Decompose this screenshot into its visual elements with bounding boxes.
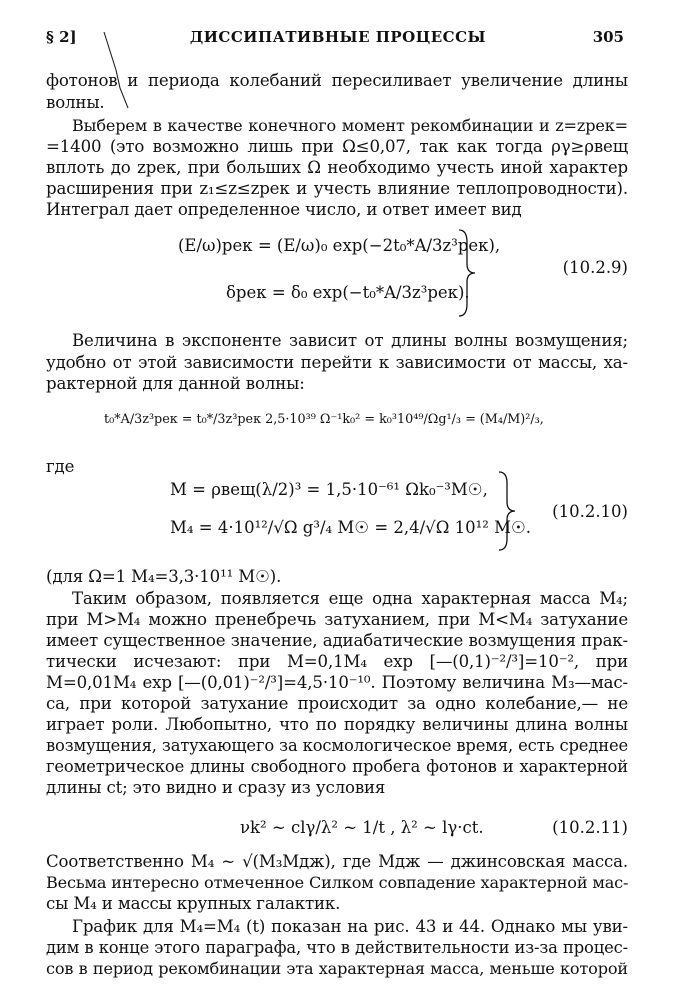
equation-line: M₄ = 4·10¹²/√Ω g³/₄ M☉ = 2,4/√Ω 10¹² M☉. (170, 518, 532, 537)
text-line: имеет существенное значение, адиабатические возмущения прак- (46, 631, 628, 650)
equation-line: (E/ω)рек = (E/ω)₀ exp(−2t₀*A/3z³рек), (178, 236, 501, 255)
text-line: играет роли. Любопытно, что по порядку величины длина волны (46, 715, 628, 734)
text-line: удобно от этой зависимости перейти к зависимости от массы, ха- (46, 353, 628, 372)
text-line: тически исчезают: при M=0,1M₄ exp [—(0,1)⁻²/³]=10⁻², при (46, 652, 628, 671)
text-line: длины ct; это видно и сразу из условия (46, 778, 386, 797)
text-line: Таким образом, появляется еще одна характерная масса M₄; (72, 589, 628, 608)
page-number: 305 (592, 28, 624, 46)
equation-line: M = ρвещ(λ/2)³ = 1,5·10⁻⁶¹ Ωk₀⁻³M☉, (170, 480, 488, 499)
text-line: сы M₄ и массы крупных галактик. (46, 894, 341, 913)
text-line: =1400 (это возможно лишь при Ω≤0,07, так как тогда ργ≥ρвещ (46, 137, 628, 156)
text-line: при M>M₄ можно пренебречь затуханием, при M<M₄ затухание (46, 610, 628, 629)
text-line: M=0,01M₄ exp [—(0,01)⁻²/³]=4,5·10⁻¹⁰. Поэтому величина M₃—мас- (46, 673, 628, 692)
section-marker: § 2] (46, 28, 77, 46)
text-line: Величина в экспоненте зависит от длины волны возмущения; (72, 331, 628, 350)
equation-number: (10.2.9) (562, 258, 628, 277)
text-line: дим в конце этого параграфа, что в действительности из-за процес- (46, 938, 628, 957)
right-brace (456, 228, 478, 318)
text-line: са, при которой затухание происходит за одно колебание,— не (46, 694, 628, 713)
text-line: возмущения, затухающего за космологическое время, есть среднее (46, 736, 628, 755)
text-line: Соответственно M₄ ~ √(M₃Mдж), где Mдж — джинсовская масса. (46, 852, 628, 871)
text-line: волны. (46, 93, 105, 112)
text-line: фотонов и периода колебаний пересиливает увеличение длины (46, 71, 628, 90)
text-line: Интеграл дает определенное число, и ответ имеет вид (46, 200, 522, 219)
text-line: Весьма интересно отмеченное Силком совпадение характерной мас- (46, 873, 629, 892)
text-line: Выберем в качестве конечного момент рекомбинации и z=zрек= (72, 116, 628, 135)
text-line: вплоть до zрек, при больших Ω необходимо учесть иной характер (46, 158, 628, 177)
equation-line: t₀*A/3z³рек = t₀*/3z³рек 2,5·10³⁹ Ω⁻¹k₀² = k₀³10⁴⁹/Ωg¹/₃ = (M₄/M)²/₃, (104, 412, 544, 427)
equation-number: (10.2.10) (552, 502, 628, 521)
equation-number: (10.2.11) (552, 818, 628, 837)
text-line: (для Ω=1 M₄=3,3·10¹¹ M☉). (46, 567, 282, 586)
right-brace (496, 470, 518, 552)
equation-line: νk² ~ clγ/λ² ~ 1/t , λ² ~ lγ·ct. (240, 818, 484, 837)
text-line: расширения при z₁≤z≤zрек и учесть влияние теплопроводности). (46, 179, 628, 198)
text-line: где (46, 457, 75, 476)
equation-line: δрек = δ₀ exp(−t₀*A/3z³рек). (226, 283, 470, 302)
text-line: рактерной для данной волны: (46, 374, 305, 393)
text-line: геометрическое длины свободного пробега фотонов и характерной (46, 757, 628, 776)
text-line: сов в период рекомбинации эта характерная масса, меньше которой (46, 959, 628, 978)
text-line: График для M₄=M₄ (t) показан на рис. 43 и 44. Однако мы уви- (72, 917, 628, 936)
page-running-title: ДИССИПАТИВНЫЕ ПРОЦЕССЫ (189, 28, 487, 46)
